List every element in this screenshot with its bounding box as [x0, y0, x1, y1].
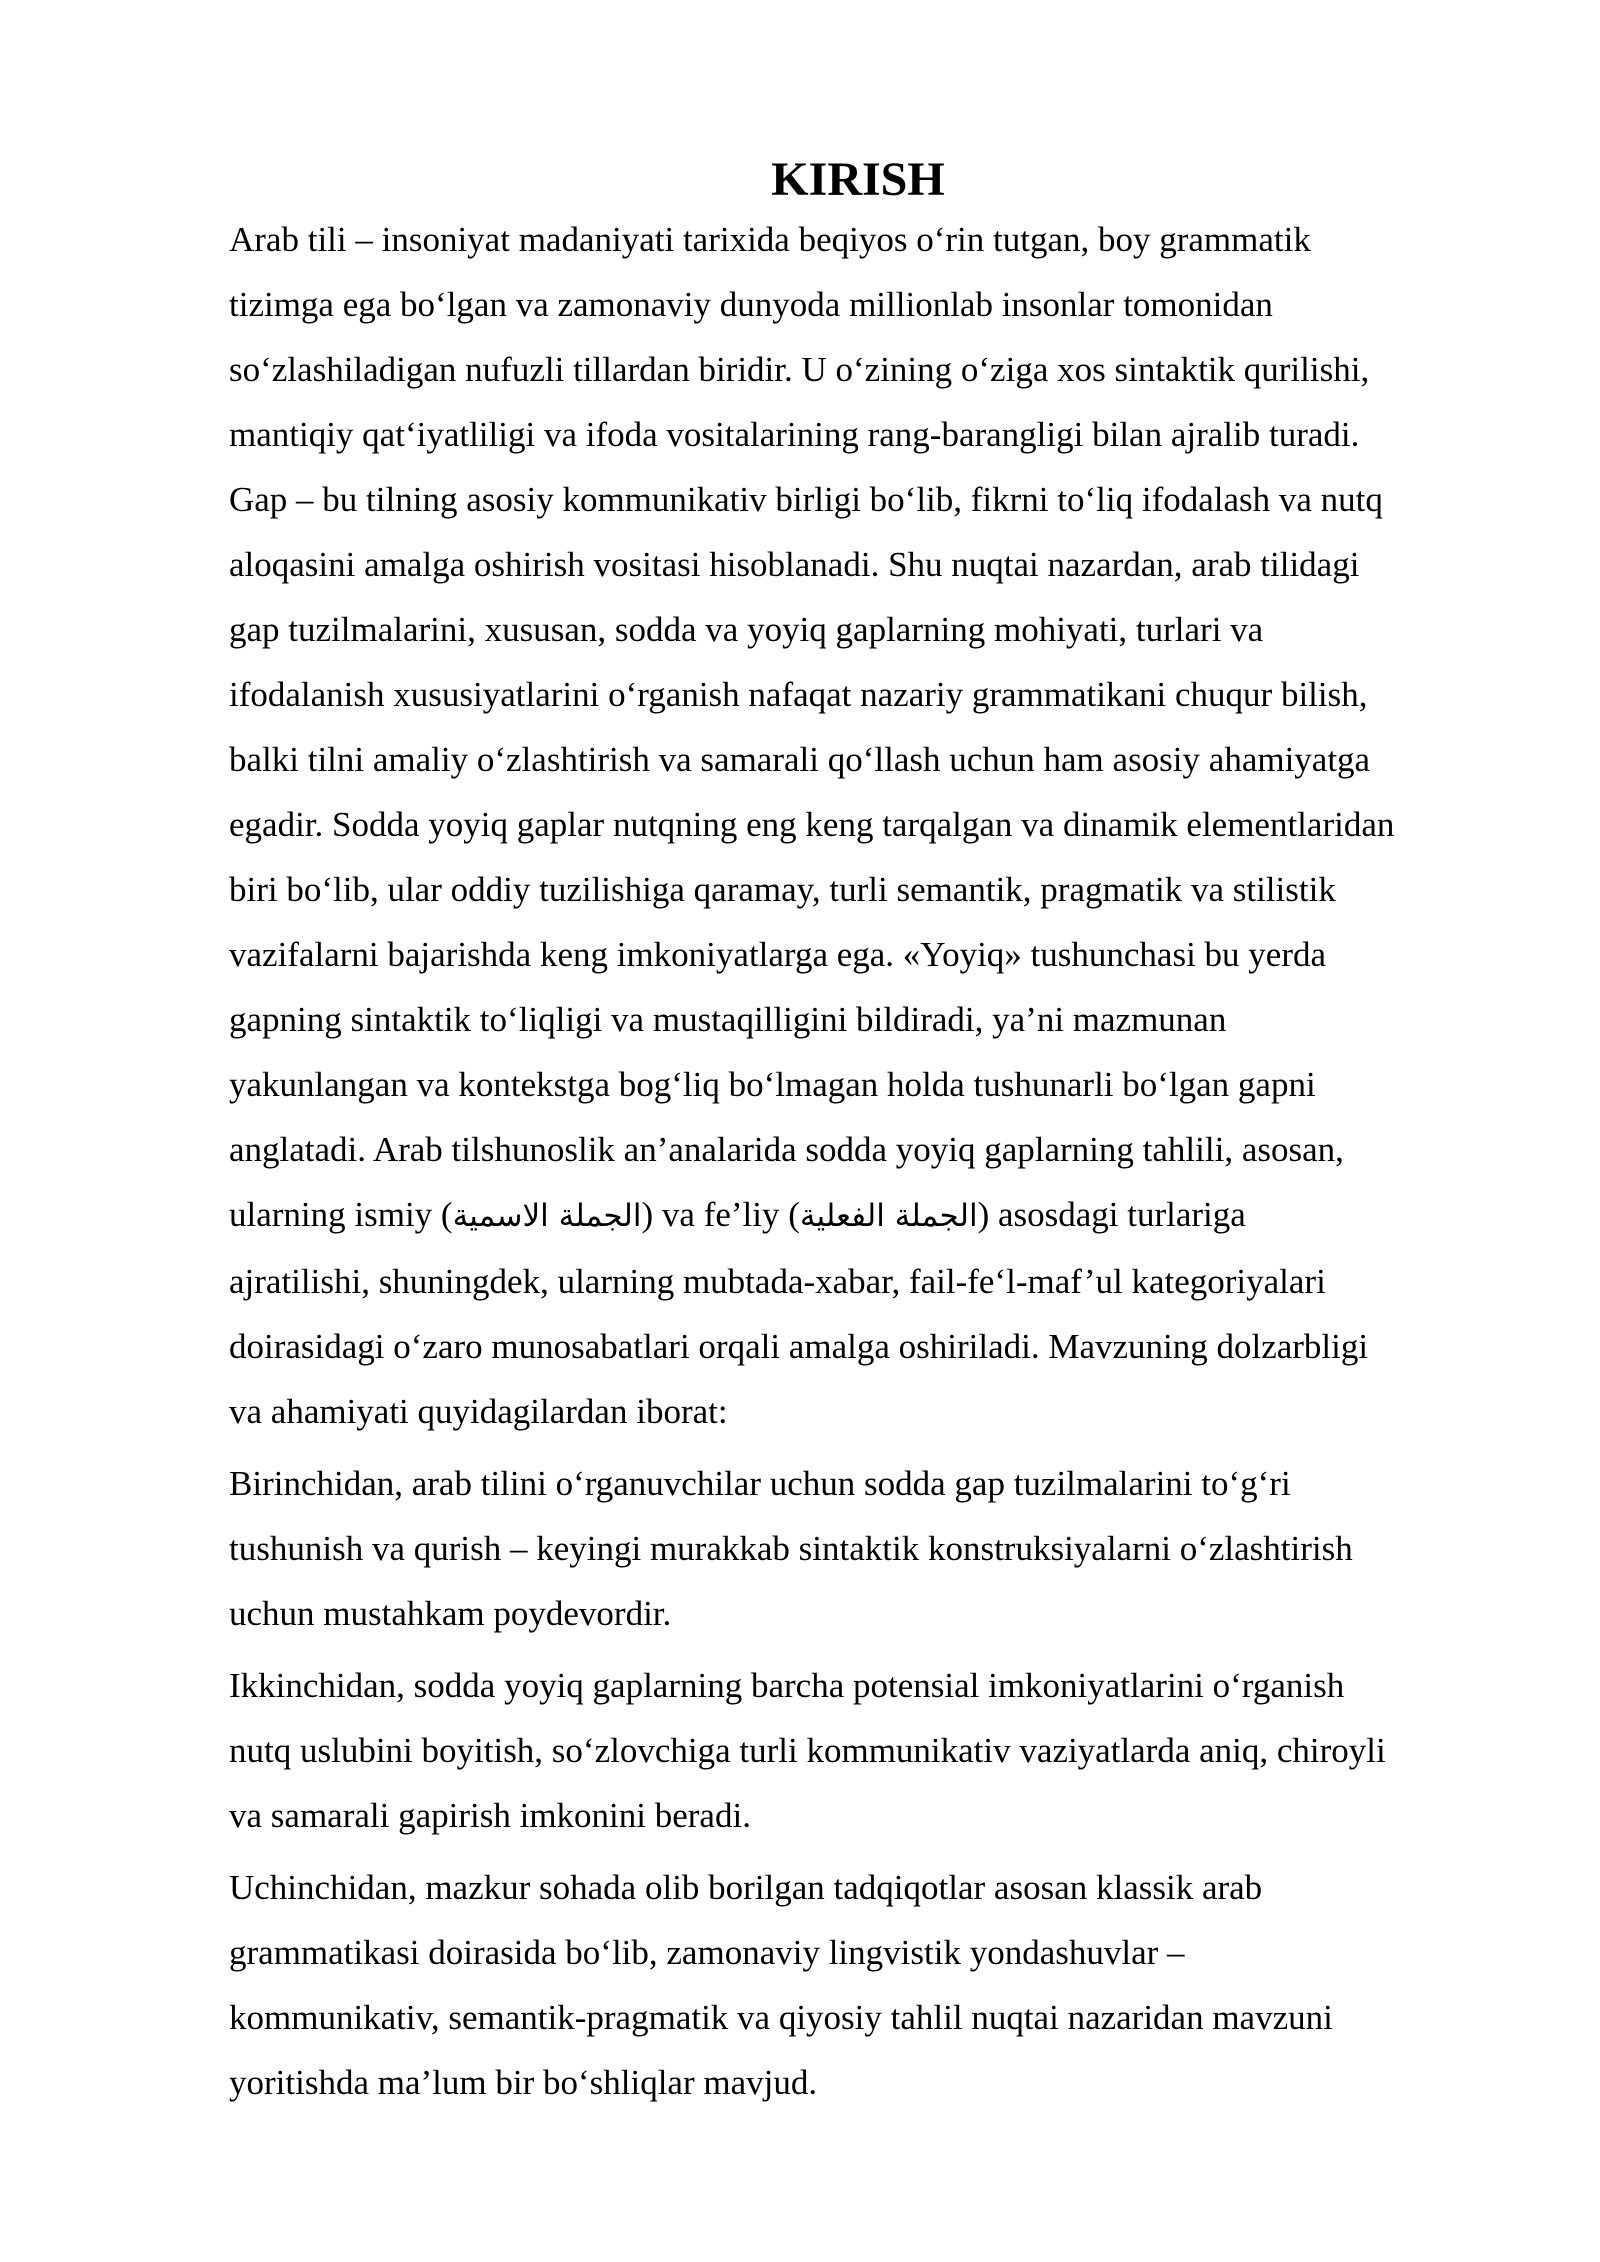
text-segment: ularning ismiy ( — [229, 1195, 453, 1234]
text-line: ajratilishi, shuningdek, ularning mubtada-xabar, fail-fe‘l-maf’ul kategoriyalari — [229, 1262, 1326, 1301]
text-line: vazifalarni bajarishda keng imkoniyatlarga ega. «Yoyiq» tushunchasi bu yerda — [229, 935, 1327, 974]
text-segment: ) asosdagi turlariga — [977, 1195, 1246, 1234]
paragraph-introduction — [229, 207, 1519, 1444]
text-segment: ) va fe’liy ( — [641, 1195, 800, 1234]
text-line: nutq uslubini boyitish, so‘zlovchiga turli kommunikativ vaziyatlarda aniq, chiroyli — [229, 1731, 1386, 1770]
paragraph-birinchidan — [229, 1451, 1519, 1646]
text-line: anglatadi. Arab tilshunoslik an’analarida sodda yoyiq gaplarning tahlili, asosan, — [229, 1130, 1344, 1169]
text-line: va ahamiyati quyidagilardan iborat: — [229, 1392, 728, 1431]
text-line: ifodalanish xususiyatlarini o‘rganish nafaqat nazariy grammatikani chuqur bilish, — [229, 675, 1368, 714]
text-line: so‘zlashiladigan nufuzli tillardan biridir. U o‘zining o‘ziga xos sintaktik qurilishi, — [229, 350, 1370, 389]
text-line: Gap – bu tilning asosiy kommunikativ birligi bo‘lib, fikrni to‘liq ifodalash va nutq — [229, 480, 1383, 519]
text-line: tizimga ega bo‘lgan va zamonaviy dunyoda millionlab insonlar tomonidan — [229, 285, 1273, 324]
text-line: aloqasini amalga oshirish vositasi hisoblanadi. Shu nuqtai nazardan, arab tilidagi — [229, 545, 1360, 584]
text-line: Birinchidan, arab tilini o‘rganuvchilar uchun sodda gap tuzilmalarini to‘g‘ri — [229, 1464, 1291, 1503]
text-line: doirasidagi o‘zaro munosabatlari orqali amalga oshiriladi. Mavzuning dolzarbligi — [229, 1327, 1369, 1366]
text-line: gapning sintaktik to‘liqligi va mustaqilligini bildiradi, ya’ni mazmunan — [229, 1000, 1227, 1039]
text-line: tushunish va qurish – keyingi murakkab sintaktik konstruksiyalarni o‘zlashtirish — [229, 1529, 1353, 1568]
text-line: grammatikasi doirasida bo‘lib, zamonaviy lingvistik yondashuvlar – — [229, 1933, 1185, 1972]
text-line: Uchinchidan, mazkur sohada olib borilgan tadqiqotlar asosan klassik arab — [229, 1868, 1263, 1907]
text-line: va samarali gapirish imkonini beradi. — [229, 1796, 751, 1835]
paragraph-ikkinchidan — [229, 1653, 1519, 1848]
body-text — [229, 207, 1519, 2115]
arabic-term-ismiy: الجملة الاسمية — [452, 1198, 642, 1234]
paragraph-uchinchidan — [229, 1855, 1519, 2115]
arabic-term-feliy: الجملة الفعلية — [799, 1198, 978, 1234]
text-line-with-arabic — [229, 1182, 1519, 1249]
text-line: gap tuzilmalarini, xususan, sodda va yoyiq gaplarning mohiyati, turlari va — [229, 610, 1264, 649]
text-line: kommunikativ, semantik-pragmatik va qiyosiy tahlil nuqtai nazaridan mavzuni — [229, 1998, 1333, 2037]
text-line: balki tilni amaliy o‘zlashtirish va samarali qo‘llash uchun ham asosiy ahamiyatga — [229, 740, 1371, 779]
page-title: KIRISH — [771, 153, 945, 206]
text-line: yoritishda ma’lum bir bo‘shliqlar mavjud. — [229, 2063, 818, 2102]
text-line: egadir. Sodda yoyiq gaplar nutqning eng keng tarqalgan va dinamik elementlaridan — [229, 805, 1395, 844]
text-line: uchun mustahkam poydevordir. — [229, 1594, 672, 1633]
text-line: biri bo‘lib, ular oddiy tuzilishiga qaramay, turli semantik, pragmatik va stilistik — [229, 870, 1336, 909]
text-line: Ikkinchidan, sodda yoyiq gaplarning barcha potensial imkoniyatlarini o‘rganish — [229, 1666, 1345, 1705]
text-line: yakunlangan va kontekstga bog‘liq bo‘lmagan holda tushunarli bo‘lgan gapni — [229, 1065, 1316, 1104]
text-line: Arab tili – insoniyat madaniyati tarixida beqiyos o‘rin tutgan, boy grammatik — [229, 220, 1311, 259]
text-line: mantiqiy qat‘iyatliligi va ifoda vositalarining rang-barangligi bilan ajralib turadi. — [229, 415, 1360, 454]
